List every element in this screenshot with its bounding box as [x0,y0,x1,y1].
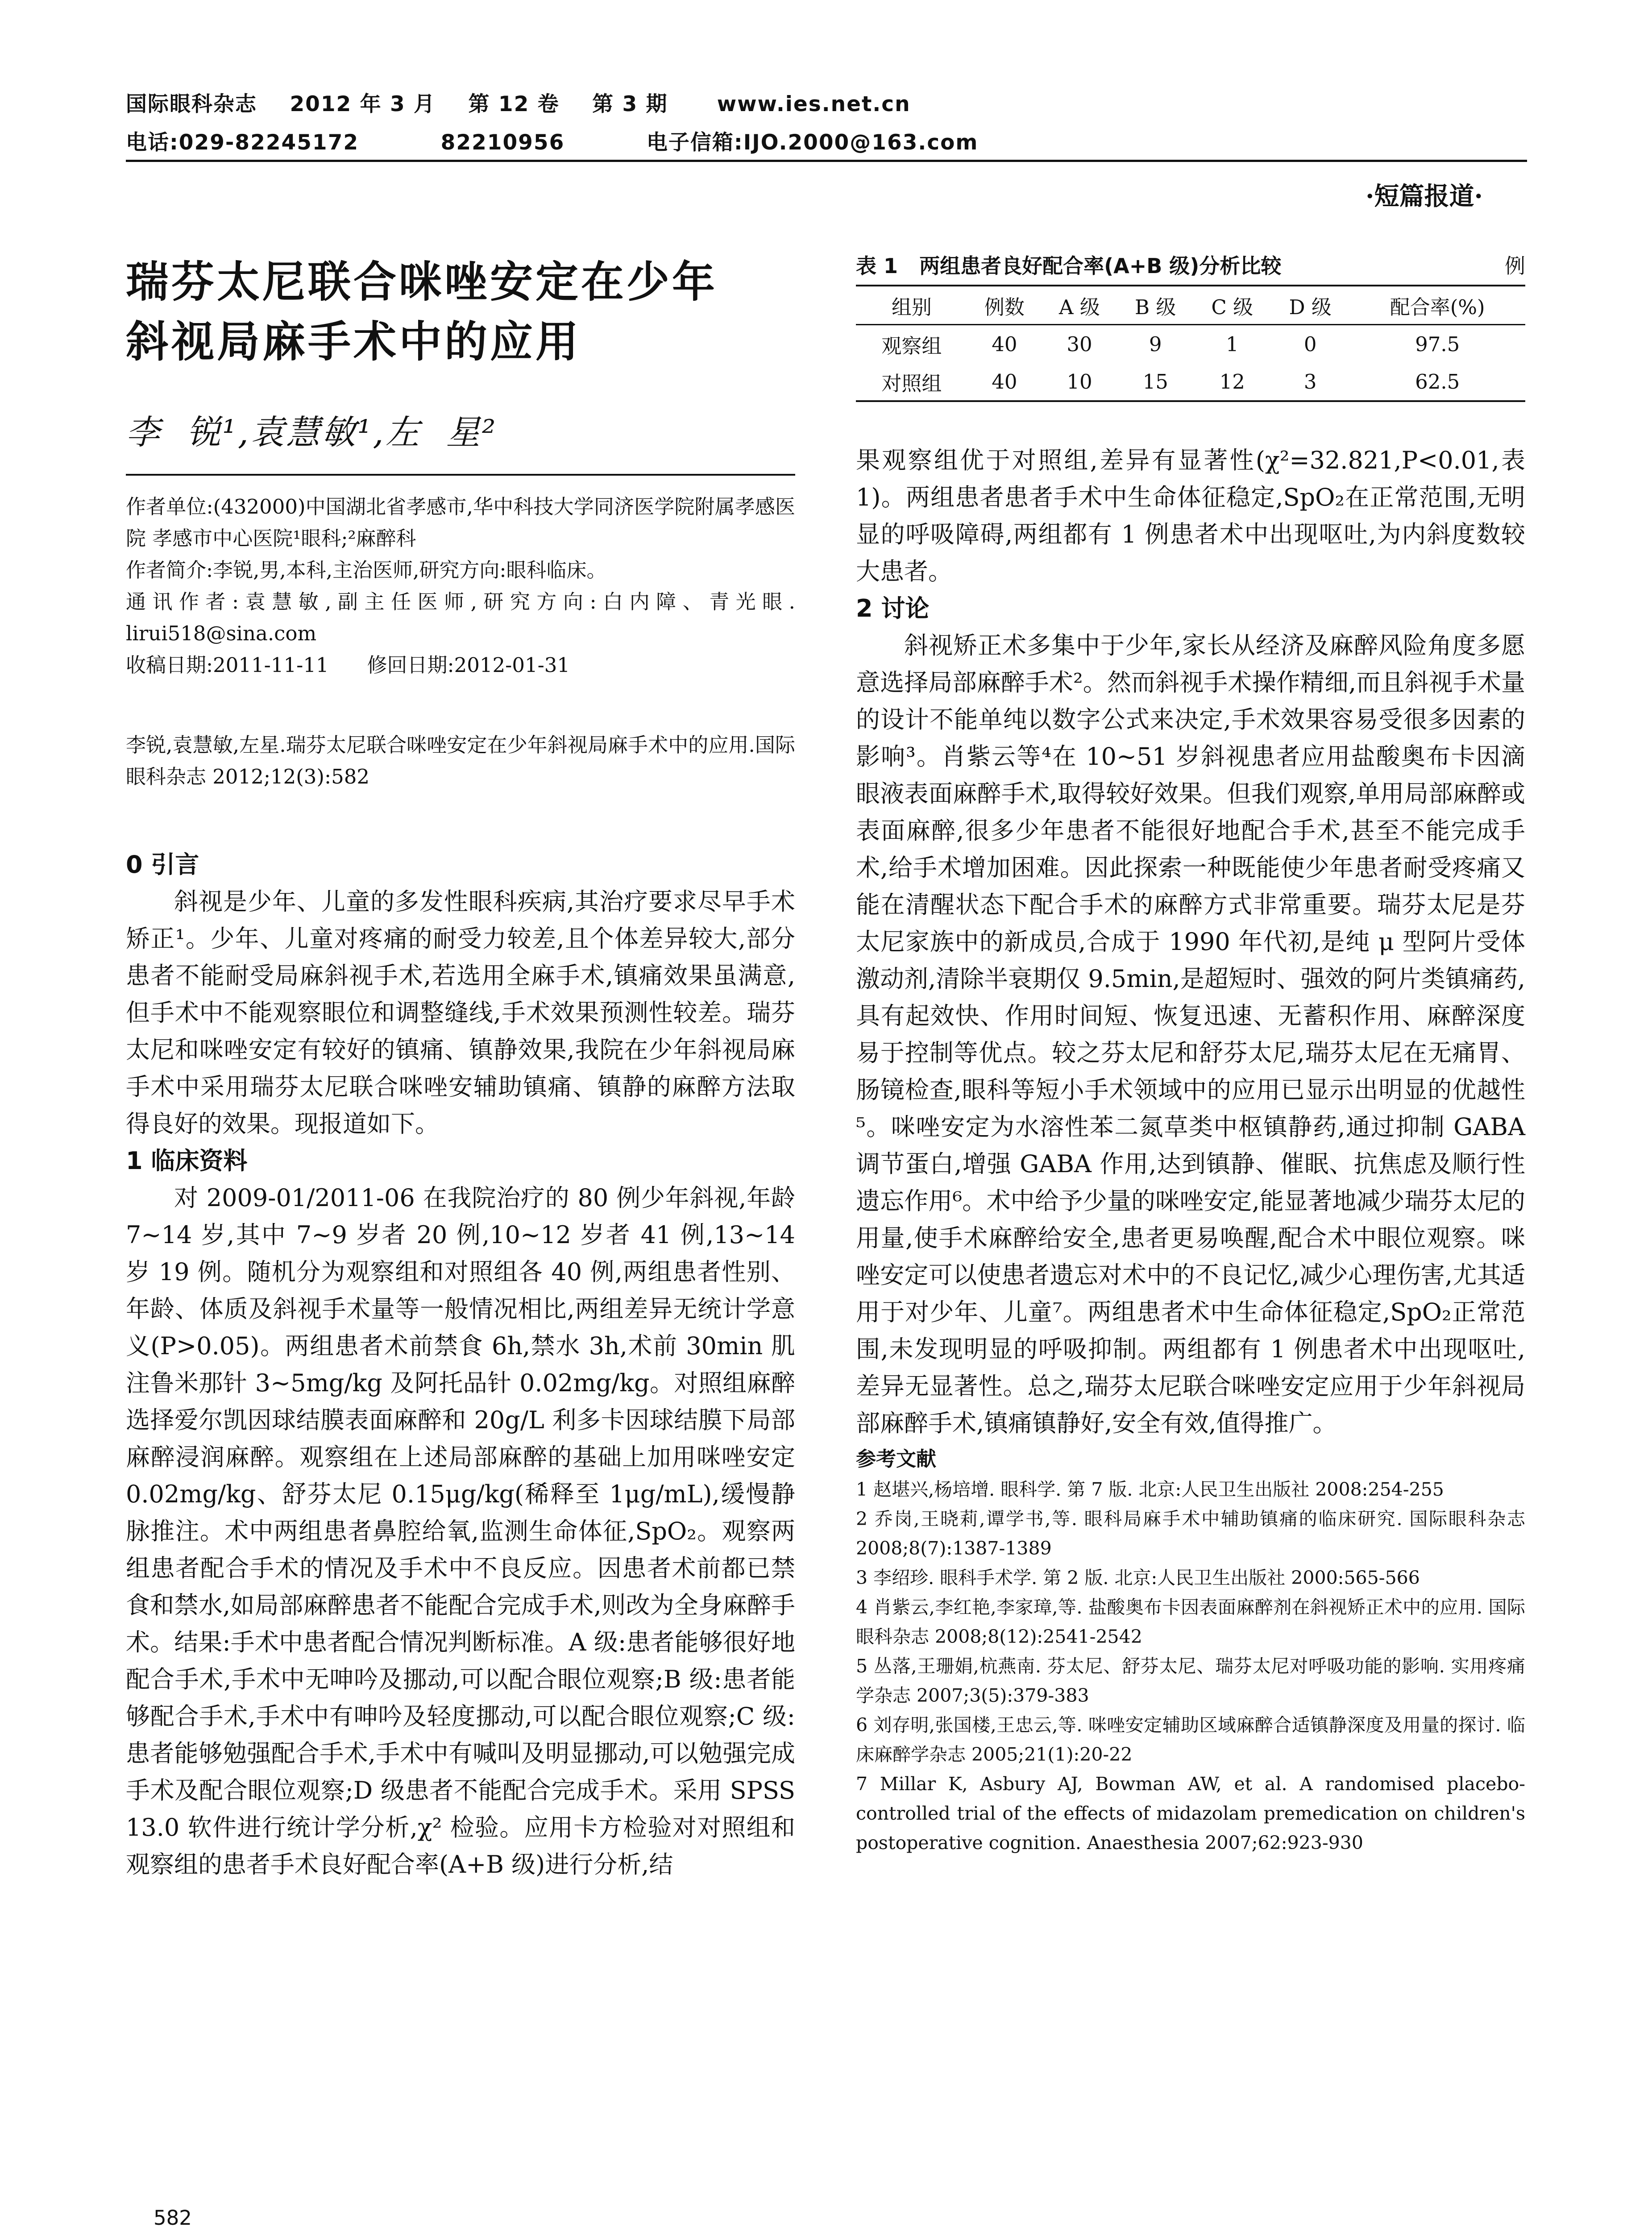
reference-item: 3 李绍珍. 眼科手术学. 第 2 版. 北京:人民卫生出版社 2000:565-566 [856,1567,1420,1588]
reference-item: 4 肖紫云,李红艳,李家璋,等. 盐酸奥布卡因表面麻醉剂在斜视矫正术中的应用. 国际眼科杂志 2008;8(12):2541-2542 [856,1597,1525,1647]
table-cell: 97.5 [1415,332,1460,356]
reference-list [856,1475,1525,1858]
author-intro: 作者简介:李锐,男,本科,主治医师,研究方向:眼科临床。 [126,558,607,582]
reference-item: 7 Millar K, Asbury AJ, Bowman AW, et al. A randomised placebo-controlled trial of the effects of midazolam premedication on children's postoperative cognition. Anaesthesia 2007;62:923-930 [856,1773,1525,1854]
table-header-cell: C 级 [1211,295,1254,319]
table-cell: 0 [1303,332,1317,356]
table-cell: 30 [1067,332,1092,356]
table-unit: 例 [1505,254,1525,278]
reference-item: 6 刘存明,张国楼,王忠云,等. 咪唑安定辅助区域麻醉合适镇静深度及用量的探讨. 临床麻醉学杂志 2005;21(1):20-22 [856,1714,1525,1765]
title-rule [126,474,795,476]
section-heading-introduction: 0 引言 [126,850,199,879]
table-row [856,325,1525,363]
table-header-cell: D 级 [1289,295,1332,319]
table-cell: 40 [992,332,1017,356]
reference-item: 5 丛落,王珊娟,杭燕南. 芬太尼、舒芬太尼、瑞芬太尼对呼吸功能的影响. 实用疼痛学杂志 2007;3(5):379-383 [856,1655,1525,1706]
journal-header-line1: 国际眼科杂志 2012 年 3 月 第 12 卷 第 3 期 www.ies.net.cn [126,92,911,116]
table-header-row [856,286,1525,325]
table-cell: 15 [1142,369,1168,394]
author-list: 李 锐¹,袁慧敏¹,左 星² [126,412,498,452]
table-cell: 40 [992,369,1017,394]
left-column [126,491,795,1883]
table-header-cell: B 级 [1135,295,1176,319]
received-revised-dates: 收稿日期:2011-11-11 修回日期:2012-01-31 [126,653,570,677]
table-caption: 表 1 两组患者良好配合率(A+B 级)分析比较 [856,254,1282,278]
section-heading-clinical-data: 1 临床资料 [126,1147,248,1175]
article-title-line2: 斜视局麻手术中的应用 [126,317,581,367]
table-header-cell: 组别 [891,295,932,319]
table-header-cell: 配合率(%) [1390,295,1485,319]
section-heading-discussion: 2 讨论 [856,594,930,622]
table-1 [856,250,1525,402]
paragraph-results-continued: 果观察组优于对照组,差异有显著性(χ²=32.821,P<0.01,表 1)。两组患者患者手术中生命体征稳定,SpO₂在正常范围,无明显的呼吸障碍,两组都有 1 例患者术中出现呕吐,为内斜度数较大患者。 [856,446,1525,585]
table-cell: 观察组 [881,334,942,358]
right-column [856,442,1525,1858]
table-cell: 62.5 [1415,369,1460,394]
header-rule [126,160,1527,162]
table-cell: 10 [1067,369,1092,394]
article-title-line1: 瑞芬太尼联合咪唑安定在少年 [126,257,718,307]
paragraph-introduction: 斜视是少年、儿童的多发性眼科疾病,其治疗要求尽早手术矫正¹。少年、儿童对疼痛的耐受力较差,且个体差异较大,部分患者不能耐受局麻斜视手术,若选用全麻手术,镇痛效果虽满意,但手术中不能观察眼位和调整缝线,手术效果预测性较差。瑞芬太尼和咪唑安定有较好的镇痛、镇静效果,我院在少年斜视局麻手术中采用瑞芬太尼联合咪唑安辅助镇痛、镇静的麻醉方法取得良好的效果。现报道如下。 [126,887,795,1138]
table-cell: 对照组 [881,371,942,395]
reference-item: 1 赵堪兴,杨培增. 眼科学. 第 7 版. 北京:人民卫生出版社 2008:254-255 [856,1479,1444,1500]
corresponding-author: 通讯作者:袁慧敏,副主任医师,研究方向:白内障、青光眼. lirui518@sina.com [126,590,795,645]
reference-item: 2 乔岗,王晓莉,谭学书,等. 眼科局麻手术中辅助镇痛的临床研究. 国际眼科杂志 2008;8(7):1387-1389 [856,1508,1525,1559]
table-cell: 3 [1303,369,1317,394]
section-label: ·短篇报道· [1366,182,1483,211]
journal-header-line2: 电话:029-82245172 82210956 电子信箱:IJO.2000@163.com [126,130,979,155]
references-heading: 参考文献 [856,1447,937,1471]
table-cell: 1 [1225,332,1239,356]
table-1-grid [856,285,1525,402]
paragraph-clinical-data: 对 2009-01/2011-06 在我院治疗的 80 例少年斜视,年龄 7~14 岁,其中 7~9 岁者 20 例,10~12 岁者 41 例,13~14 岁 19 例。随机分为观察组和对照组各 40 例,两组患者性别、年龄、体质及斜视手术量等一般情况相比,两组差异无统计学意义(P>0.05)。两组患者术前禁食 6h,禁水 3h,术前 30min 肌注鲁米那针 3~5mg/kg 及阿托品针 0.02mg/kg。对照组麻醉选择爱尔凯因球结膜表面麻醉和 20g/L 利多卡因球结膜下局部麻醉浸润麻醉。观察组在上述局部麻醉的基础上加用咪唑安定 0.02mg/kg、舒芬太尼 0.15μg/kg(稀释至 1μg/mL),缓慢静脉推注。术中两组患者鼻腔给氧,监测生命体征,SpO₂。观察两组患者配合手术的情况及手术中不良反应。因患者术前都已禁食和禁水,如局部麻醉患者不能配合完成手术,则改为全身麻醉手术。结果:手术中患者配合情况判断标准。A 级:患者能够很好地配合手术,手术中无呻吟及挪动,可以配合眼位观察;B 级:患者能够配合手术,手术中有呻吟及轻度挪动,可以配合眼位观察;C 级:患者能够勉强配合手术,手术中有喊叫及明显挪动,可以勉强完成手术及配合眼位观察;D 级患者不能配合完成手术。采用 SPSS 13.0 软件进行统计学分析,χ² 检验。应用卡方检验对对照组和观察组的患者手术良好配合率(A+B 级)进行分析,结 [126,1184,795,1879]
table-cell: 12 [1219,369,1245,394]
citation-line: 李锐,袁慧敏,左星.瑞芬太尼联合咪唑安定在少年斜视局麻手术中的应用.国际眼科杂志 2012;12(3):582 [126,733,795,788]
paragraph-discussion: 斜视矫正术多集中于少年,家长从经济及麻醉风险角度多愿意选择局部麻醉手术²。然而斜视手术操作精细,而且斜视手术量的设计不能单纯以数字公式来决定,手术效果容易受很多因素的影响³。肖紫云等⁴在 10~51 岁斜视患者应用盐酸奥布卡因滴眼液表面麻醉手术,取得较好效果。但我们观察,单用局部麻醉或表面麻醉,很多少年患者不能很好地配合手术,甚至不能完成手术,给手术增加困难。因此探索一种既能使少年患者耐受疼痛又能在清醒状态下配合手术的麻醉方式非常重要。瑞芬太尼是芬太尼家族中的新成员,合成于 1990 年代初,是纯 μ 型阿片受体激动剂,清除半衰期仅 9.5min,是超短时、强效的阿片类镇痛药,具有起效快、作用时间短、恢复迅速、无蓄积作用、麻醉深度易于控制等优点。较之芬太尼和舒芬太尼,瑞芬太尼在无痛胃、肠镜检查,眼科等短小手术领域中的应用已显示出明显的优越性⁵。咪唑安定为水溶性苯二氮草类中枢镇静药,通过抑制 GABA 调节蛋白,增强 GABA 作用,达到镇静、催眠、抗焦虑及顺行性遗忘作用⁶。术中给予少量的咪唑安定,能显著地减少瑞芬太尼的用量,使手术麻醉给安全,患者更易唤醒,配合术中眼位观察。咪唑安定可以使患者遗忘对术中的不良记忆,减少心理伤害,尤其适用于对少年、儿童⁷。两组患者术中生命体征稳定,SpO₂正常范围,未发现明显的呼吸抑制。两组都有 1 例患者术中出现呕吐,差异无显著性。总之,瑞芬太尼联合咪唑安定应用于少年斜视局部麻醉手术,镇痛镇静好,安全有效,值得推广。 [856,631,1525,1437]
table-row [856,363,1525,401]
table-header-cell: A 级 [1059,295,1100,319]
table-cell: 9 [1149,332,1162,356]
table-header-cell: 例数 [984,295,1025,319]
page-number: 582 [154,2206,192,2230]
author-affiliation: 作者单位:(432000)中国湖北省孝感市,华中科技大学同济医学院附属孝感医院 孝感市中心医院¹眼科;²麻醉科 [126,495,795,550]
